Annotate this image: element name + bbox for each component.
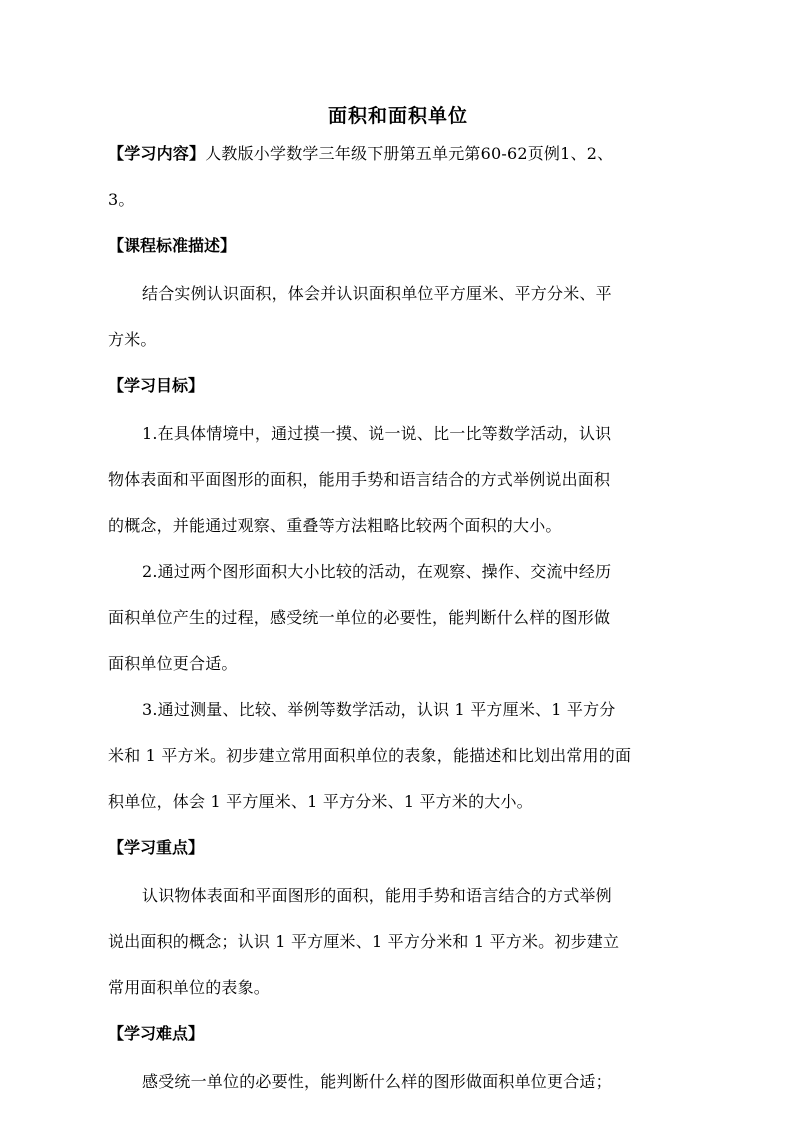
goal-2-line-2: 面积单位产生的过程，感受统一单位的必要性，能判断什么样的图形做 [108,608,611,627]
curriculum-standard-line-2: 方米。 [108,330,157,349]
goal-1-line-3: 的概念，并能通过观察、重叠等方法粗略比较两个面积的大小。 [108,516,562,535]
section-curriculum-standard [108,228,688,358]
section-difficulties [108,1016,688,1100]
curriculum-standard-heading: 【课程标准描述】 [108,236,237,255]
key-points-line-2: 说出面积的概念；认识 1 平方厘米、1 平方分米和 1 平方米。初步建立 [108,932,620,951]
document-page [108,98,688,1100]
document-title: 面积和面积单位 [327,105,468,127]
goal-1-line-1: 1.在具体情境中，通过摸一摸、说一说、比一比等数学活动，认识 [142,424,612,443]
goal-1-line-2: 物体表面和平面图形的面积，能用手势和语言结合的方式举例说出面积 [108,470,611,489]
learning-goals-heading: 【学习目标】 [108,376,205,395]
goal-2-line-1: 2.通过两个图形面积大小比较的活动，在观察、操作、交流中经历 [142,562,612,581]
goal-3-line-3: 积单位，体会 1 平方厘米、1 平方分米、1 平方米的大小。 [108,792,533,811]
goal-3-line-2: 米和 1 平方米。初步建立常用面积单位的表象，能描述和比划出常用的面 [108,746,632,765]
goal-2-line-3: 面积单位更合适。 [108,654,238,673]
goal-3-line-1: 3.通过测量、比较、举例等数学活动，认识 1 平方厘米、1 平方分 [142,700,616,719]
curriculum-standard-line-1: 结合实例认识面积，体会并认识面积单位平方厘米、平方分米、平 [142,284,612,303]
section-learning-content [108,136,688,218]
learning-content-line-2: 3。 [108,190,135,209]
section-learning-goals [108,368,688,820]
difficulties-line-1: 感受统一单位的必要性，能判断什么样的图形做面积单位更合适； [142,1072,612,1091]
learning-content-line-1 [108,136,688,172]
difficulties-heading: 【学习难点】 [108,1024,205,1043]
key-points-line-1: 认识物体表面和平面图形的面积，能用手势和语言结合的方式举例 [142,886,612,905]
section-key-points [108,830,688,1006]
learning-content-text-1: 人教版小学数学三年级下册第五单元第60-62页例1、2、 [205,144,614,163]
key-points-heading: 【学习重点】 [108,838,205,857]
learning-content-label: 【学习内容】 [108,144,206,163]
key-points-line-3: 常用面积单位的表象。 [108,978,271,997]
